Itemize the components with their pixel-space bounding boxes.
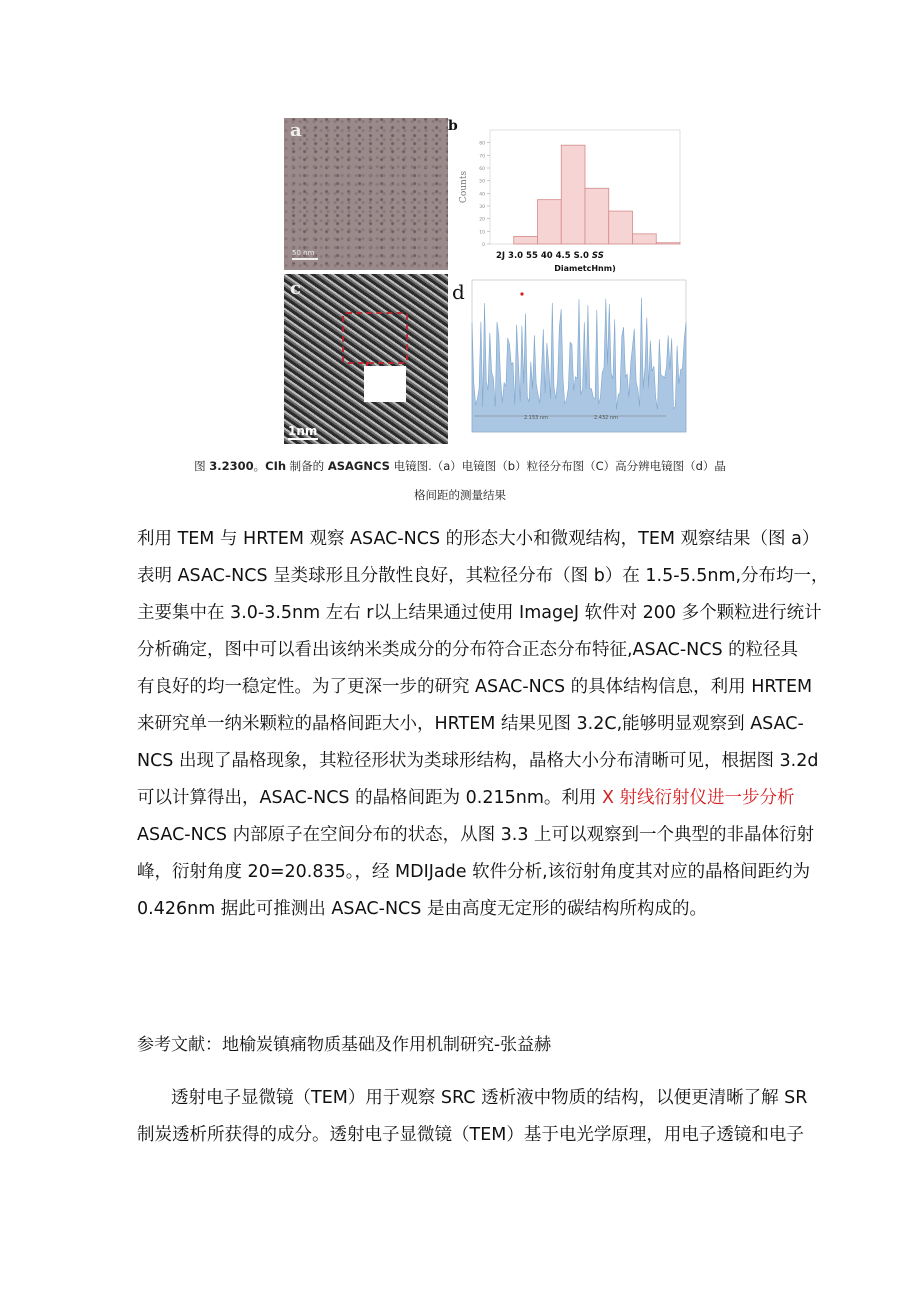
histogram-chart	[454, 118, 688, 274]
figure-caption-line2: 格间距的测量结果	[414, 488, 506, 502]
body-line: 表明 ASAC-NCS 呈类球形且分散性良好，其粒径分布（图 b）在 1.5-5.5nm,分布均一，	[137, 566, 829, 586]
scale-label: 50 nm	[292, 249, 315, 257]
y-tick-label: 70	[479, 154, 485, 160]
body-line: 来研究单一纳米颗粒的晶格间距大小，HRTEM 结果见图 3.2C,能够明显观察到 ASAC-	[137, 714, 804, 734]
body-paragraph	[137, 521, 829, 928]
highlighted-text: X 射线衍射仪进一步分析	[601, 788, 795, 808]
body-line: 峰，衍射角度 20=20.835。，经 MDIJade 软件分析,该衍射角度其对应的晶格间距约为	[137, 862, 811, 882]
y-tick-label: 60	[479, 167, 485, 172]
scale-bar-c	[288, 438, 318, 440]
x-tick-labels: 2J 3.0 55 40 4.5 S.0 SS	[496, 251, 604, 261]
y-axis-label: Counts	[459, 170, 469, 204]
histogram-bar	[561, 145, 585, 244]
figure	[284, 118, 688, 448]
red-marker	[520, 292, 523, 295]
body-line: 透射电子显微镜（TEM）用于观察 SRC 透析液中物质的结构，以便更清晰了解 SR	[171, 1088, 808, 1108]
body-line: 0.426nm 据此可推测出 ASAC-NCS 是由高度无定形的碳结构所构成的。	[137, 899, 707, 919]
body-line: NCS 出现了晶格现象，其粒径形状为类球形结构，晶格大小分布清晰可见，根据图 3.2d	[137, 751, 819, 771]
caption-sep: 。	[253, 459, 266, 473]
measure-label: 2.153 nm	[524, 415, 548, 421]
profile-panel	[454, 274, 688, 448]
body-line: 分析确定，图中可以看出该纳米类成分的分布符合正态分布特征,ASAC-NCS 的粒径具	[137, 640, 799, 660]
second-paragraph	[137, 1080, 808, 1154]
y-tick-label: 40	[479, 192, 485, 198]
caption-bold1: CIh	[265, 459, 287, 473]
scale-label-c: 1nm	[288, 424, 318, 438]
white-box	[364, 366, 406, 402]
scale-bar	[292, 258, 318, 260]
caption-mid: 制备的	[286, 459, 328, 473]
body-line: 有良好的均一稳定性。为了更深一步的研究 ASAC-NCS 的具体结构信息，利用 HRTEM	[137, 677, 813, 697]
y-tick-label: 30	[479, 205, 485, 210]
body-line-start: 可以计算得出，ASAC-NCS 的晶格间距为 0.215nm。利用	[137, 788, 602, 808]
histogram-bar	[514, 236, 538, 244]
y-tick-label: 0	[482, 243, 485, 248]
body-line: 主要集中在 3.0-3.5nm 左右 r以上结果通过使用 ImageJ 软件对 200 多个颗粒进行统计	[137, 603, 822, 623]
intensity-profile-chart	[454, 274, 688, 448]
hrtem-image-panel	[284, 274, 448, 444]
panel-d-letter: d	[452, 280, 465, 304]
measure-label: 2.432 nm	[594, 415, 618, 421]
body-line: 利用 TEM 与 HRTEM 观察 ASAC-NCS 的形态大小和微观结构，TEM 观察结果（图 a）	[137, 529, 820, 549]
body-line	[137, 780, 795, 817]
body-line: 制炭透析所获得的成分。透射电子显微镜（TEM）基于电光学原理，用电子透镜和电子	[137, 1125, 804, 1145]
caption-rest: 电镜图.（a）电镜图（b）粒径分布图（C）高分辨电镜图（d）晶	[389, 459, 726, 473]
histogram-bar	[609, 211, 633, 244]
lattice-marker	[342, 312, 408, 364]
tem-image-panel	[284, 118, 448, 270]
x-tick-italic: SS	[591, 251, 604, 261]
histogram-bar	[633, 234, 657, 244]
y-tick-label: 80	[479, 141, 485, 147]
panel-b-letter: b	[448, 118, 458, 134]
x-axis-label: DiametcHnm)	[554, 264, 616, 273]
histogram-bar	[538, 200, 562, 244]
histogram-bar	[585, 188, 609, 244]
caption-bold2: ASAGNCS	[327, 459, 390, 473]
histogram-panel	[448, 118, 688, 274]
body-line: ASAC-NCS 内部原子在空间分布的状态，从图 3.3 上可以观察到一个典型的非晶体衍射	[137, 825, 815, 845]
caption-prefix: 图	[194, 459, 206, 473]
y-tick-label: 50	[479, 179, 485, 185]
y-tick-label: 20	[479, 217, 485, 223]
figure-caption	[0, 458, 920, 474]
reference-line: 参考文献：地榆炭镇痛物质基础及作用机制研究-张益赫	[137, 1035, 552, 1055]
panel-c-letter: c	[290, 278, 301, 299]
y-tick-label: 10	[479, 230, 485, 236]
histogram-bar	[656, 243, 680, 244]
caption-number: 3.2300	[209, 459, 254, 473]
panel-a-letter: a	[290, 120, 302, 141]
